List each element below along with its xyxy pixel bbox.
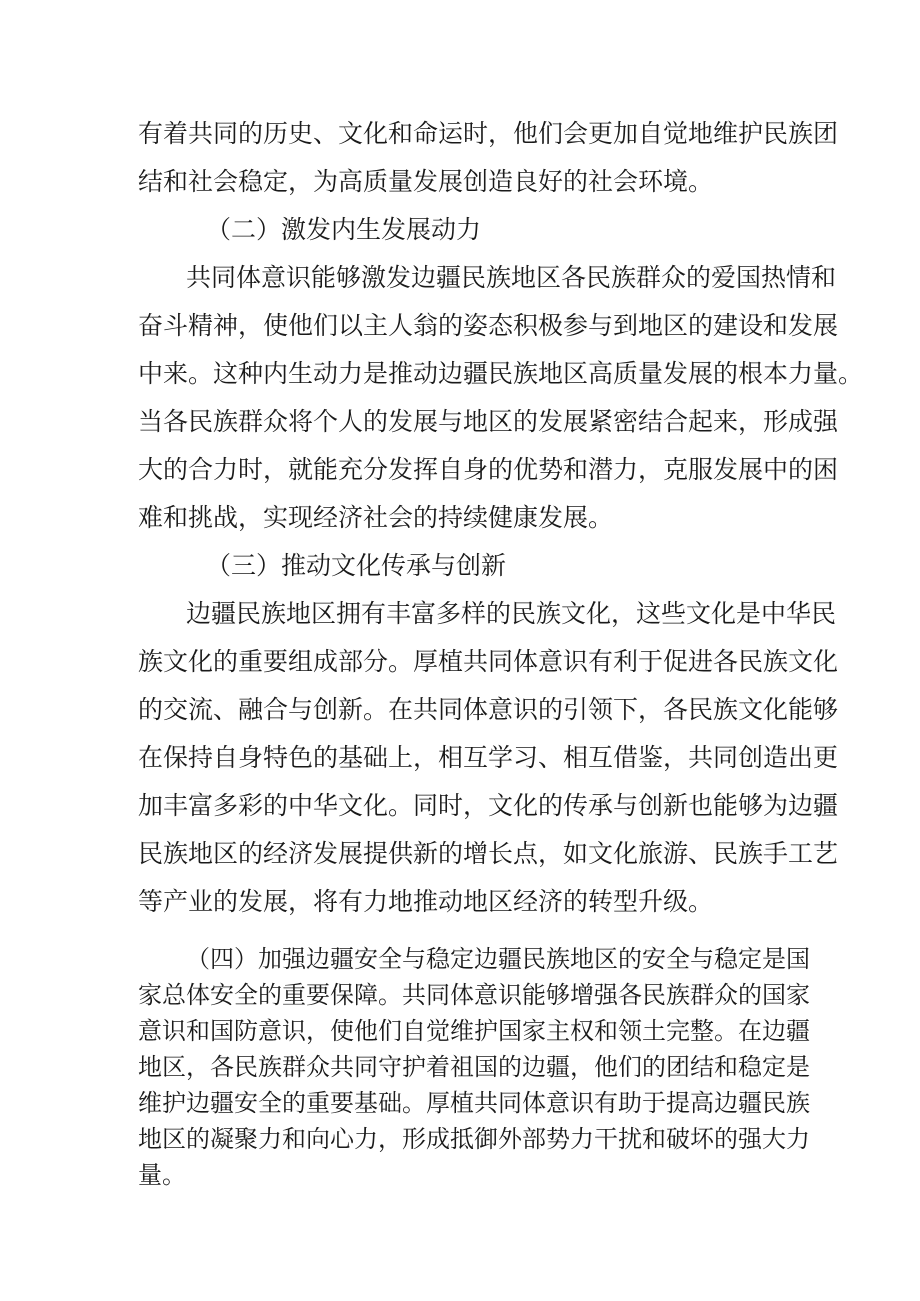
paragraph-line: 量。 [138,1161,186,1189]
paragraph-line: 当各民族群众将个人的发展与地区的发展紧密结合起来，形成强 [138,407,839,436]
section-heading: （三）推动文化传承与创新 [206,551,507,580]
paragraph-line: 意识和国防意识，使他们自觉维护国家主权和领土完整。在边疆 [138,1017,810,1045]
paragraph-line: 地区的凝聚力和向心力，形成抵御外部势力干扰和破坏的强大力 [138,1125,810,1153]
paragraph-line: 地区，各民族群众共同守护着祖国的边疆，他们的团结和稳定是 [138,1053,810,1081]
paragraph-line: 民族地区的经济发展提供新的增长点，如文化旅游、民族手工艺 [138,839,839,868]
section-heading: （二）激发内生发展动力 [206,215,482,244]
paragraph-line: 奋斗精神，使他们以主人翁的姿态积极参与到地区的建设和发展 [138,311,839,340]
paragraph-line: 族文化的重要组成部分。厚植共同体意识有利于促进各民族文化 [138,647,839,676]
paragraph-line: 家总体安全的重要保障。共同体意识能够增强各民族群众的国家 [138,981,810,1009]
paragraph-line: 的交流、融合与创新。在共同体意识的引领下，各民族文化能够 [138,695,839,724]
paragraph-line: 中来。这种内生动力是推动边疆民族地区高质量发展的根本力量。 [138,359,864,388]
paragraph-line: 结和社会稳定，为高质量发展创造良好的社会环境。 [138,167,714,196]
paragraph-line: 加丰富多彩的中华文化。同时，文化的传承与创新也能够为边疆 [138,791,839,820]
paragraph-line: 在保持自身特色的基础上，相互学习、相互借鉴，共同创造出更 [138,743,839,772]
paragraph-line: 共同体意识能够激发边疆民族地区各民族群众的爱国热情和 [186,263,837,292]
paragraph-line: 维护边疆安全的重要基础。厚植共同体意识有助于提高边疆民族 [138,1089,810,1117]
paragraph-line: 有着共同的历史、文化和命运时，他们会更加自觉地维护民族团 [138,119,839,148]
paragraph-line: 边疆民族地区拥有丰富多样的民族文化，这些文化是中华民 [186,599,837,628]
paragraph-line: 大的合力时，就能充分发挥自身的优势和潜力，克服发展中的困 [138,455,839,484]
paragraph-line: 难和挑战，实现经济社会的持续健康发展。 [138,503,614,532]
paragraph-line: 等产业的发展，将有力地推动地区经济的转型升级。 [138,887,714,916]
section-heading-paragraph-line: （四）加强边疆安全与稳定边疆民族地区的安全与稳定是国 [186,945,810,973]
